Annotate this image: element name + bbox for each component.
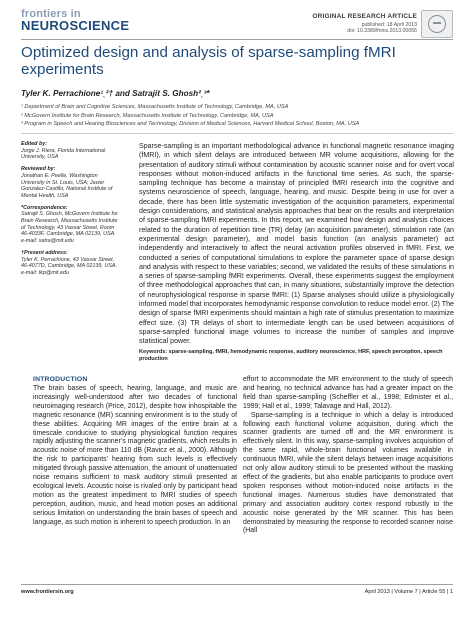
journal-website-link[interactable]: www.frontiersin.org	[21, 589, 74, 595]
keywords-list: sparse-sampling, fMRI, hemodynamic response, auditory neuroscience, HRF, speech perception, speech production	[139, 349, 443, 363]
abstract: Sparse-sampling is an important methodological advance in functional magnetic resonance imaging (fMRI), in which silent delays are introduced between MR volume acquisitions, allowing for the presentation of auditory stimuli without contamination by acoustic scanner noise and for overt vocal responses without motion-induced artifacts in the functional time series. As such, the sparse-sampling technique has become a mainstay of principled fMRI research into the cognitive and systems neuroscience of speech, language, hearing, and music. Despite being in use for over a decade, there has been little systematic investigation of the acquisition parameters, experimental design considerations, and statistical analysis approaches that bear on the results and interpretation of sparse-sampling fMRI experiments. In this report, we examined how design and analysis choices related to the duration of repetition time (TR) delay (an acquisition parameter), stimulation rate (an experimental design parameter), and model basis function (an analysis parameter) act independently and interactively to affect the neural activation profiles observed in fMRI. First, we conducted a series of computational simulations to explore the parameter space of sparse design and analysis with respect to these variables; second, we validated the results of these simulations in a series of sparse-sampling fMRI experiments. Overall, these experiments suggest the employment of three methodological approaches that can, in many situations, substantially improve the detection of neurophysiological response in sparse fMRI: (1) Sparse analyses should utilize a physiologically informed model that incorporates hemodynamic response convolution to reduce model error. (2) The design of sparse fMRI experiments should maintain a high rate of stimulus presentation to maximize effect size. (3) TR delays of short to intermediate length can be used between acquisitions of sparse-sampled functional image volumes to increase the number of samples and improve statistical power.	[139, 142, 454, 346]
intro-paragraph-1: The brain bases of speech, hearing, language, and music are increasingly well-understood after two decades of functional neuroimaging research (Price, 2012), despite how inhospitable the magnetic resonance (MR) scanning environment is to the study of these abilities. Acquiring MR images of the entire brain at a timescale conducive to studying physiological function requires rapidly adjusting the scanner’s magnetic gradients, which results in acoustic noise of more than 110 dB (Ravicz et al., 2000). Although the risk to participants’ hearing from such levels is effectively mitigated through passive attenuation, the amount of unattenuated noise remains sufficient to mask auditory stimuli presented at ecological levels. Acoustic noise is rivaled only by participant head motion as the greatest impediment to fMRI studies of speech perception, audition, music, and head motion poses an additional serious limitation on understanding the brain bases of speech and language, as such motion is inherent to speech production. In an	[33, 385, 237, 526]
editorial-sidebar	[21, 141, 121, 277]
journal-name-line1: frontiers in	[21, 8, 81, 20]
header-divider	[21, 39, 453, 40]
publication-info	[347, 22, 417, 34]
published-date: published: 18 April 2013	[361, 22, 417, 28]
article-type: ORIGINAL RESEARCH ARTICLE	[312, 13, 417, 20]
affiliations	[21, 103, 461, 129]
crossmark-logo-icon[interactable]	[421, 10, 453, 38]
footer-divider	[21, 584, 453, 585]
sidebar-text-present-address: Tyler K. Perrachione, 43 Vassar Street, 46-4077D, Cambridge, MA 02139, USA. e-mail: tkp@mit.edu	[21, 256, 117, 276]
sidebar-heading-present-address: †Present address:	[21, 249, 68, 256]
sidebar-heading-reviewed: Reviewed by:	[21, 166, 56, 173]
body-column-left	[33, 385, 237, 528]
intro-paragraph-2: Sparse-sampling is a technique in which a delay is introduced following each functional volume acquisition, during which the scanner gradients are turned off and the MR environment is effectively silent. In this way, sparse-sampling involves acquisition of the same rapid, whole-brain functional volumes available in continuous fMRI, while the silent delays between image acquisitions not only allow auditory stimuli to be presented without the masking effect of the gradients, but also enable participants to produce overt spoken responses without motion-induced noise artifacts in the functional images. Numerous studies have demonstrated that primary and association auditory cortex respond robustly to the acoustic noise generated by the MR scanner. This has been demonstrated by measuring the response to recorded scanner noise (Hall	[243, 411, 453, 535]
sidebar-text-correspondence: Satrajit S. Ghosh, McGovern Institute for Brain Research, Massachusetts Institute of Technology, 43 Vassar Street, Room 46-4033F, Cambridge, MA 02139, USA. e-mail: satra@mit.edu	[21, 211, 118, 245]
sidebar-heading-edited: Edited by:	[21, 141, 48, 147]
journal-name	[21, 9, 129, 31]
title-divider	[21, 133, 453, 134]
article-title: Optimized design and analysis of sparse-sampling fMRI experiments	[21, 44, 396, 78]
keywords	[139, 349, 454, 363]
sidebar-heading-correspondence: *Correspondence:	[21, 204, 68, 211]
keywords-label: Keywords:	[139, 349, 168, 355]
sidebar-text-edited: Jorge J. Riera, Florida International University, USA	[21, 147, 106, 161]
affiliation-1: ¹ Department of Brain and Cognitive Sciences, Massachusetts Institute of Technology, Cambridge, MA, USA	[21, 104, 289, 110]
sidebar-text-reviewed: Jonathan E. Peelle, Washington University in St. Louis, USA; Javier Gonzalez-Castillo, National Institute of Mental Health, USA	[21, 172, 113, 199]
introduction-heading: INTRODUCTION	[33, 376, 88, 383]
affiliation-3: ³ Program in Speech and Hearing Biosciences and Technology, Division of Medical Sciences, Harvard Medical School, Boston, MA, USA	[21, 121, 360, 128]
journal-name-line2: NEUROSCIENCE	[21, 18, 130, 33]
intro-paragraph-1-continued: effort to accommodate the MR environment to the study of speech and hearing, no technical advance has had a greater impact on the field than sparse-sampling (Scheffler et al., 1998; Edmister et al., 1999; Hall et al., 1999; Talavage and Hall, 2012).	[243, 376, 453, 410]
affiliation-2: ² McGovern Institute for Brain Research, Massachusetts Institute of Technology, Cambridge, MA, USA	[21, 112, 274, 119]
doi: doi: 10.3389/fnins.2013.00055	[347, 28, 417, 35]
citation-info: April 2013 | Volume 7 | Article 55 | 1	[364, 589, 453, 595]
body-column-right	[243, 376, 453, 536]
author-list: Tyler K. Perrachione¹ˎ²† and Satrajit S. Ghosh²ˎ³*	[21, 89, 210, 98]
